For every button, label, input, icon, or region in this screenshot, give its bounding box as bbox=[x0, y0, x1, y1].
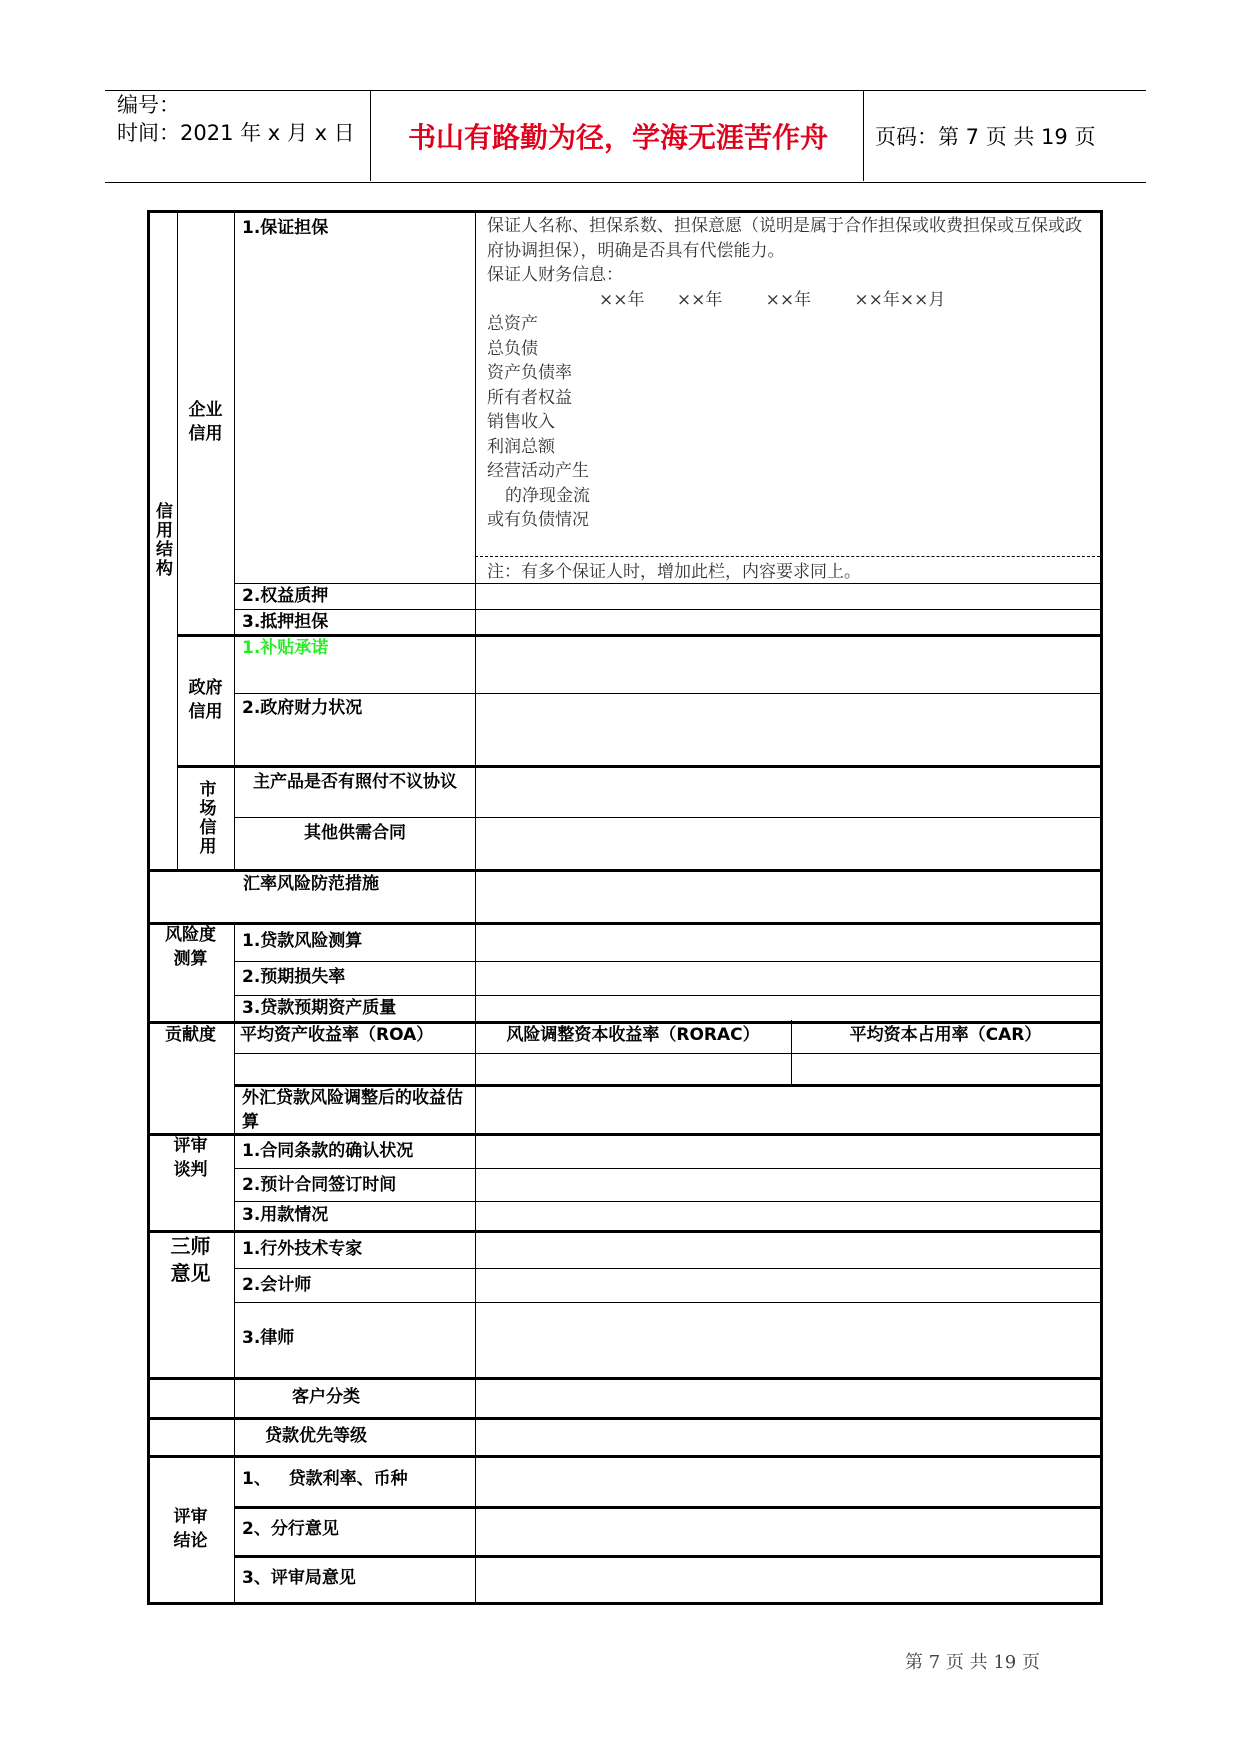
item-equity: 所有者权益 bbox=[487, 387, 572, 408]
expert-item-3: 3.律师 bbox=[242, 1328, 295, 1348]
expert-item-2: 2.会计师 bbox=[242, 1275, 312, 1295]
item-net-cash: 的净现金流 bbox=[505, 485, 590, 506]
item-sales: 销售收入 bbox=[487, 412, 555, 432]
motto: 书山有路勤为径，学海无涯苦作舟 bbox=[407, 121, 828, 154]
experts-label: 三师意见 bbox=[170, 1234, 211, 1285]
negotiation-item-3: 3.用款情况 bbox=[242, 1205, 329, 1225]
fx-estimate-label: 外汇贷款风险调整后的收益估算 bbox=[242, 1088, 463, 1132]
conclusion-item-1: 1、 贷款利率、币种 bbox=[242, 1469, 408, 1489]
negotiation-label: 评审谈判 bbox=[173, 1136, 208, 1180]
expert-item-1: 1.行外技术专家 bbox=[242, 1239, 363, 1259]
subsidy-label: 1.补贴承诺 bbox=[242, 638, 329, 658]
credit-structure-label: 信用结构 bbox=[152, 502, 172, 578]
mortgage-label: 3.抵押担保 bbox=[242, 612, 329, 632]
number-label: 编号： bbox=[117, 93, 180, 117]
equity-pledge-label: 2.权益质押 bbox=[242, 586, 329, 606]
guarantee-label: 1.保证担保 bbox=[242, 218, 329, 238]
guarantee-description: 保证人名称、担保系数、担保意愿（说明是属于合作担保或收费担保或互保或政府协调担保），明确是否具有代偿能力。 保证人财务信息： ××年 ××年 ××年 ××年××月 总资产 总负债 资产负债率 所有者权益 销售收入 利润总额 经营活动产生 的净现金流 或有负债情况 bbox=[487, 214, 1097, 533]
enterprise-credit-label: 企业信用 bbox=[188, 400, 223, 444]
item-debt-ratio: 资产负债率 bbox=[487, 363, 572, 383]
risk-item-1: 1.贷款风险测算 bbox=[242, 931, 363, 951]
rorac-label: 风险调整资本收益率（RORAC） bbox=[506, 1025, 760, 1045]
risk-item-2: 2.预期损失率 bbox=[242, 967, 346, 987]
financial-info-label: 保证人财务信息： bbox=[487, 265, 623, 285]
loan-priority-label: 贷款优先等级 bbox=[265, 1426, 367, 1446]
car-label: 平均资本占用率（CAR） bbox=[849, 1025, 1042, 1045]
conclusion-item-3: 3、评审局意见 bbox=[242, 1568, 356, 1588]
guarantee-note: 注：有多个保证人时，增加此栏，内容要求同上。 bbox=[487, 562, 861, 582]
conclusion-label: 评审结论 bbox=[173, 1506, 208, 1551]
item-contingent: 或有负债情况 bbox=[487, 510, 589, 530]
item-total-assets: 总资产 bbox=[487, 314, 538, 334]
client-class-label: 客户分类 bbox=[292, 1387, 360, 1407]
time-label: 时间：2021 年 x 月 x 日 bbox=[117, 121, 355, 145]
item-total-liabilities: 总负债 bbox=[487, 338, 538, 359]
fx-risk-label: 汇率风险防范措施 bbox=[243, 874, 379, 894]
contribution-label: 贡献度 bbox=[165, 1025, 216, 1045]
page-label: 页码：第 7 页 共 19 页 bbox=[875, 125, 1096, 149]
gov-finance-label: 2.政府财力状况 bbox=[242, 698, 363, 718]
page-footer: 第 7 页 共 19 页 bbox=[905, 1652, 1040, 1673]
item-operating-cash: 经营活动产生 bbox=[487, 461, 589, 481]
government-credit-label: 政府信用 bbox=[188, 677, 223, 722]
review-table bbox=[147, 210, 1103, 1605]
page-header bbox=[105, 90, 1146, 183]
item-profit: 利润总额 bbox=[487, 436, 555, 457]
roa-label: 平均资产收益率（ROA） bbox=[240, 1025, 434, 1045]
take-or-pay-label: 主产品是否有照付不议协议 bbox=[253, 772, 457, 792]
conclusion-item-2: 2、分行意见 bbox=[242, 1519, 339, 1539]
risk-item-3: 3.贷款预期资产质量 bbox=[242, 998, 397, 1018]
header-meta bbox=[117, 91, 375, 181]
risk-measure-label: 风险度测算 bbox=[165, 925, 216, 969]
year-headers: ××年 ××年 ××年 ××年××月 bbox=[599, 289, 946, 310]
market-credit-label: 市场信用 bbox=[195, 779, 216, 856]
negotiation-item-1: 1.合同条款的确认状况 bbox=[242, 1141, 414, 1161]
other-contracts-label: 其他供需合同 bbox=[304, 823, 406, 843]
negotiation-item-2: 2.预计合同签订时间 bbox=[242, 1175, 397, 1195]
